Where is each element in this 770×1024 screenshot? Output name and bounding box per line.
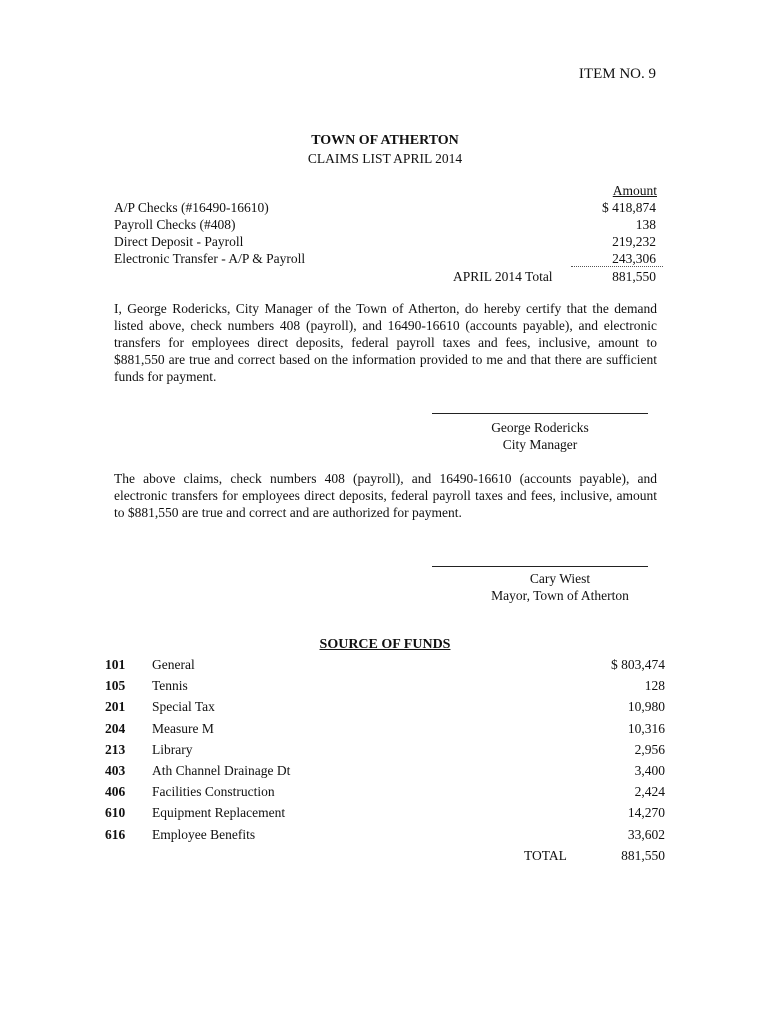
funds-table bbox=[105, 655, 665, 846]
fund-code: 610 bbox=[105, 805, 126, 821]
fund-row bbox=[105, 740, 665, 761]
fund-amount: 2,956 bbox=[634, 741, 665, 757]
fund-name: Special Tax bbox=[152, 699, 215, 715]
document-title bbox=[0, 132, 770, 168]
signer-title: Mayor, Town of Atherton bbox=[491, 588, 629, 603]
fund-name: Employee Benefits bbox=[152, 826, 256, 842]
fund-amount: 2,424 bbox=[634, 784, 665, 800]
signer-name: Cary Wiest bbox=[529, 571, 591, 586]
claim-amount: $ 418,874 bbox=[602, 200, 656, 215]
fund-row bbox=[105, 697, 665, 718]
fund-amount: 128 bbox=[644, 678, 665, 694]
claim-row bbox=[114, 216, 656, 233]
signature-line-city-manager bbox=[432, 413, 648, 414]
fund-code: 406 bbox=[105, 784, 126, 800]
fund-amount: 14,270 bbox=[627, 805, 665, 821]
fund-row bbox=[105, 803, 665, 824]
fund-row bbox=[105, 782, 665, 803]
fund-row bbox=[105, 676, 665, 697]
fund-row bbox=[105, 825, 665, 846]
claim-label: Payroll Checks (#408) bbox=[114, 217, 236, 232]
item-number: ITEM NO. 9 bbox=[578, 66, 656, 82]
funds-total-label: TOTAL bbox=[524, 848, 567, 863]
signer-name: George Rodericks bbox=[491, 420, 589, 435]
claim-label: A/P Checks (#16490-16610) bbox=[114, 200, 269, 215]
claim-row bbox=[114, 250, 656, 267]
mayor-signature-block bbox=[452, 570, 668, 604]
fund-code: 105 bbox=[105, 678, 126, 694]
fund-amount: 10,980 bbox=[627, 699, 665, 715]
claim-row bbox=[114, 199, 656, 216]
fund-row bbox=[105, 655, 665, 676]
city-manager-signature-block bbox=[432, 419, 648, 453]
city-manager-certification: I, George Rodericks, City Manager of the Town of Atherton, do hereby certify that the demand listed above, check numbers 408 (payroll), and 16490-16610 (accounts payable), and electronic transfers for employees direct deposits, federal payroll taxes and fees, inclusive, amount to $881,550 are true and correct based on the information provided to me and that there are sufficient funds for payment. bbox=[114, 301, 657, 384]
claims-total-row bbox=[0, 268, 770, 285]
claims-list-title: CLAIMS LIST APRIL 2014 bbox=[307, 151, 463, 166]
town-name: TOWN OF ATHERTON bbox=[311, 133, 459, 148]
fund-code: 403 bbox=[105, 762, 126, 778]
amount-column-header: Amount bbox=[612, 183, 657, 198]
fund-row bbox=[105, 719, 665, 740]
claims-total-label: APRIL 2014 Total bbox=[453, 269, 553, 284]
fund-name: Measure M bbox=[152, 720, 214, 736]
fund-amount: 10,316 bbox=[627, 720, 665, 736]
source-of-funds-heading: SOURCE OF FUNDS bbox=[319, 637, 451, 652]
fund-row bbox=[105, 761, 665, 782]
claim-amount: 243,306 bbox=[612, 251, 656, 266]
claim-amount: 138 bbox=[635, 217, 656, 232]
fund-code: 213 bbox=[105, 741, 126, 757]
fund-name: General bbox=[152, 657, 195, 672]
fund-name: Equipment Replacement bbox=[152, 805, 286, 821]
claim-amount: 219,232 bbox=[612, 234, 656, 249]
mayor-authorization: The above claims, check numbers 408 (payroll), and 16490-16610 (accounts payable), and electronic transfers for employees direct deposits, federal payroll taxes and fees, inclusive, amount to $881,550 are true and correct and are authorized for payment. bbox=[114, 471, 657, 520]
funds-total-row bbox=[0, 846, 770, 866]
fund-name: Ath Channel Drainage Dt bbox=[152, 762, 291, 778]
fund-code: 204 bbox=[105, 720, 126, 736]
fund-code: 616 bbox=[105, 826, 126, 842]
fund-code: 201 bbox=[105, 699, 126, 715]
fund-amount: 33,602 bbox=[627, 826, 665, 842]
claim-label: Electronic Transfer - A/P & Payroll bbox=[114, 251, 306, 266]
total-divider bbox=[571, 266, 663, 267]
signer-title: City Manager bbox=[502, 437, 578, 452]
fund-name: Facilities Construction bbox=[152, 784, 275, 800]
fund-amount: $ 803,474 bbox=[611, 657, 665, 672]
fund-code: 101 bbox=[105, 657, 126, 672]
claim-row bbox=[114, 233, 656, 250]
claims-total-amount: 881,550 bbox=[612, 269, 656, 284]
fund-amount: 3,400 bbox=[634, 762, 665, 778]
fund-name: Tennis bbox=[152, 678, 188, 694]
signature-line-mayor bbox=[432, 566, 648, 567]
fund-name: Library bbox=[152, 741, 193, 757]
funds-total-amount: 881,550 bbox=[621, 848, 665, 863]
claim-label: Direct Deposit - Payroll bbox=[114, 234, 244, 249]
claims-table bbox=[114, 199, 656, 267]
